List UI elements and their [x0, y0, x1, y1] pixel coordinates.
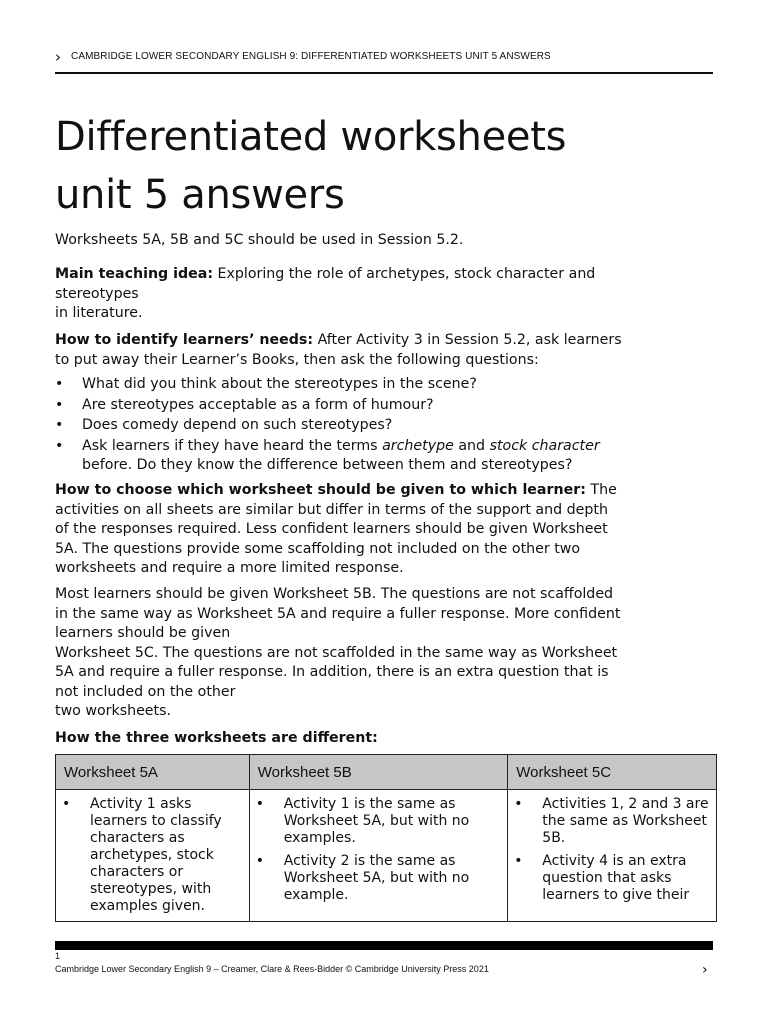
- term-stock-character: stock character: [489, 437, 600, 454]
- cell-5c: [508, 790, 717, 922]
- most-line: learners should be given: [55, 625, 231, 641]
- question-text: Does comedy depend on such stereotypes?: [82, 417, 393, 433]
- page-number: 1: [55, 951, 61, 961]
- chevron-right-icon: ›: [702, 962, 708, 978]
- main-idea-text-2: stereotypes: [55, 285, 139, 302]
- cell-5b: [249, 790, 508, 922]
- table-heading: [55, 729, 695, 749]
- most-line: two worksheets.: [55, 703, 171, 719]
- most-learners-paragraph: [55, 585, 695, 722]
- needs-label: How to identify learners’ needs:: [55, 332, 314, 348]
- intro-paragraph: Worksheets 5A, 5B and 5C should be used in Session 5.2.: [55, 232, 464, 248]
- most-line: in the same way as Worksheet 5A and require a fuller response. More confident: [55, 605, 621, 622]
- choose-line: The: [585, 482, 617, 498]
- cell-list: [62, 796, 243, 915]
- worksheets-table: [55, 754, 717, 922]
- cell-text: Activity 2 is the same as Worksheet 5A, but with no example.: [283, 853, 470, 903]
- running-header: [55, 48, 713, 72]
- bullet-icon: •: [55, 396, 64, 413]
- table-heading-text: How the three worksheets are different:: [55, 730, 378, 746]
- cell-list: [256, 796, 502, 904]
- main-idea-label: Main teaching idea:: [55, 266, 214, 282]
- column-header-5c: Worksheet 5C: [508, 755, 717, 790]
- question-4-line-2: before. Do they know the difference between them and stereotypes?: [82, 457, 573, 473]
- choose-line: of the responses required. Less confident learners should be given Worksheet: [55, 521, 608, 537]
- list-item: [256, 853, 502, 904]
- column-header-5b: Worksheet 5B: [249, 755, 508, 790]
- cell-text: Activities 1, 2 and 3 are the same as Worksheet 5B.: [542, 796, 709, 846]
- bullet-icon: •: [255, 853, 265, 869]
- learners-needs-paragraph: [55, 331, 695, 370]
- footer-copyright: Cambridge Lower Secondary English 9 – Creamer, Clare & Rees-Bidder © Cambridge University Press 2021: [55, 964, 489, 974]
- bullet-icon: •: [62, 796, 71, 812]
- list-item: [55, 375, 695, 395]
- list-item: [514, 796, 710, 847]
- bullet-icon: •: [514, 853, 523, 869]
- table-header-row: [56, 755, 717, 790]
- column-header-5a: Worksheet 5A: [56, 755, 250, 790]
- list-item: [62, 796, 243, 915]
- bullet-icon: •: [514, 796, 523, 812]
- footer-bar: [55, 941, 713, 950]
- question-4-mid: and: [453, 437, 490, 454]
- choose-line: 5A. The questions provide some scaffolding not included on the other two: [55, 540, 581, 557]
- cell-5a: [56, 790, 250, 922]
- choose-worksheet-paragraph: [55, 481, 695, 579]
- question-text: What did you think about the stereotypes in the scene?: [82, 376, 477, 392]
- needs-text-2: to put away their Learner’s Books, then ask the following questions:: [55, 351, 539, 368]
- question-list: [55, 375, 695, 477]
- question-4-pre: Ask learners if they have heard the terms: [82, 437, 383, 454]
- list-item: [55, 416, 695, 436]
- table-row: [56, 790, 717, 922]
- choose-line: activities on all sheets are similar but differ in terms of the support and depth: [55, 501, 608, 518]
- most-line: 5A and require a fuller response. In addition, there is an extra question that is: [55, 664, 609, 680]
- most-line: Worksheet 5C. The questions are not scaffolded in the same way as Worksheet: [55, 644, 618, 661]
- cell-text: Activity 1 asks learners to classify characters as archetypes, stock characters or stereotypes, with examples given.: [90, 796, 222, 914]
- bullet-icon: •: [255, 796, 265, 812]
- choose-label: How to choose which worksheet should be given to which learner:: [55, 482, 586, 498]
- needs-text-1: After Activity 3 in Session 5.2, ask learners: [313, 332, 622, 348]
- list-item: [514, 853, 710, 904]
- header-text: CAMBRIDGE LOWER SECONDARY ENGLISH 9: DIFFERENTIATED WORKSHEETS UNIT 5 ANSWERS: [71, 51, 551, 62]
- chevron-right-icon: ›: [55, 48, 61, 66]
- most-line: Most learners should be given Worksheet 5B. The questions are not scaffolded: [55, 586, 614, 602]
- cell-text: Activity 1 is the same as Worksheet 5A, but with no examples.: [283, 796, 470, 846]
- list-item: [55, 437, 695, 476]
- header-divider: [55, 72, 713, 74]
- main-idea-text-1: Exploring the role of archetypes, stock character and: [213, 266, 596, 282]
- cell-text: Activity 4 is an extra question that asks learners to give their: [542, 853, 690, 903]
- cell-list: [514, 796, 710, 904]
- bullet-icon: •: [55, 376, 64, 392]
- main-teaching-idea: [55, 265, 695, 324]
- title-line-2: unit 5 answers: [55, 172, 345, 218]
- term-archetype: archetype: [382, 437, 454, 454]
- most-line: not included on the other: [55, 683, 236, 700]
- choose-line: worksheets and require a more limited response.: [55, 560, 404, 576]
- list-item: [256, 796, 502, 847]
- bullet-icon: •: [55, 437, 64, 454]
- title-line-1: Differentiated worksheets: [55, 114, 567, 160]
- page-title: [55, 108, 713, 224]
- bullet-icon: •: [55, 417, 64, 433]
- main-idea-text-3: in literature.: [55, 305, 143, 321]
- list-item: [55, 396, 695, 416]
- question-text: Are stereotypes acceptable as a form of humour?: [82, 396, 434, 413]
